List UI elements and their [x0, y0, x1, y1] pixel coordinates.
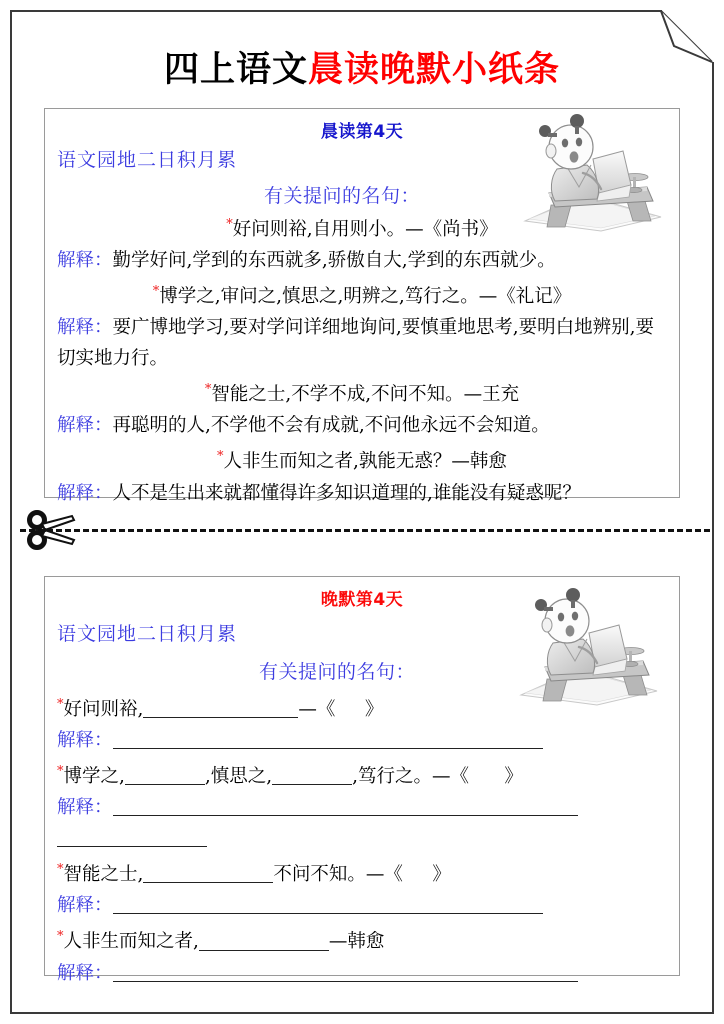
quote-tail: 》: [504, 766, 523, 788]
morning-topic-label: 有关提问的名句：: [263, 185, 420, 207]
page-title-prefix: 四上语文: [163, 49, 308, 90]
page-border-bottom: [10, 1012, 714, 1014]
explain-label: 解释：: [57, 250, 113, 272]
morning-quote: [45, 209, 679, 245]
explanation-blank[interactable]: [113, 729, 543, 749]
cut-divider: [12, 519, 712, 541]
morning-explanation: [45, 478, 679, 509]
bullet-star-icon: *: [226, 217, 233, 232]
quote-suffix: —《: [298, 699, 336, 721]
evening-dictation-panel: [44, 576, 680, 984]
page-border-top: [10, 10, 662, 12]
bullet-star-icon: *: [204, 382, 212, 398]
explain-label: 解释：: [57, 797, 113, 819]
explain-label: 解释：: [57, 730, 113, 752]
page-border-left: [10, 10, 12, 1014]
evening-entries: [45, 689, 679, 989]
morning-quote: [45, 276, 679, 312]
explain-text: 勤学好问,学到的东西就多,骄傲自大,学到的东西就少。: [112, 250, 556, 272]
quote-tail: 》: [432, 864, 451, 886]
evening-heading: 晚默第4天: [320, 590, 404, 610]
scissors-icon: [26, 509, 78, 551]
quote-prefix: 智能之士,: [63, 864, 144, 886]
evening-explanation-row: [45, 725, 679, 756]
answer-blank[interactable]: [125, 765, 205, 785]
quote-suffix: ,笃行之。—《: [352, 766, 470, 788]
page-title: [0, 42, 724, 92]
explain-text: 再聪明的人,不学他不会有成就,不问他永远不会知道。: [112, 415, 550, 437]
answer-blank[interactable]: [272, 765, 352, 785]
evening-explanation-continuation-row: [45, 823, 679, 854]
morning-reading-panel: [44, 108, 680, 504]
explain-label: 解释：: [57, 317, 113, 339]
bullet-star-icon: *: [57, 862, 64, 878]
morning-entries: [45, 209, 679, 509]
quote-suffix: —韩愈: [328, 931, 385, 953]
page-title-highlight: 晨读晚默小纸条: [308, 49, 561, 90]
explanation-blank-continued[interactable]: [57, 827, 207, 847]
evening-topic-label: 有关提问的名句：: [258, 661, 415, 683]
quote-prefix: 好问则裕,: [63, 699, 144, 721]
morning-quote-text: 好问则裕,自用则小。—《尚书》: [232, 219, 498, 241]
evening-explanation-row: [45, 792, 679, 823]
evening-quote-blank-row: [45, 854, 679, 890]
answer-blank[interactable]: [143, 698, 298, 718]
bullet-star-icon: *: [217, 449, 224, 465]
morning-quote-text: 智能之士,不学不成,不问不知。—王充: [211, 384, 520, 406]
quote-tail: 》: [364, 699, 384, 721]
bullet-star-icon: *: [152, 284, 160, 300]
morning-explanation: [45, 312, 679, 374]
evening-explanation-row: [45, 890, 679, 921]
morning-quote: [45, 441, 679, 477]
explain-label: 解释：: [57, 962, 113, 984]
morning-quote-text: 博学之,审问之,慎思之,明辨之,笃行之。—《礼记》: [159, 286, 572, 308]
evening-quote-blank-row: [45, 756, 679, 792]
explain-label: 解释：: [57, 482, 113, 504]
explain-label: 解释：: [57, 415, 113, 437]
bullet-star-icon: *: [57, 764, 64, 780]
morning-heading: 晨读第4天: [320, 122, 404, 142]
explain-text: 人不是生出来就都懂得许多知识道理的,谁能没有疑惑呢？: [112, 482, 581, 504]
answer-blank[interactable]: [143, 863, 273, 883]
morning-explanation: [45, 245, 679, 276]
explanation-blank[interactable]: [113, 796, 578, 816]
quote-mid: ,慎思之,: [204, 766, 273, 788]
explain-text: 要广博地学习,要对学问详细地询问,要慎重地思考,要明白地辨别,要切实地力行。: [57, 317, 655, 370]
explanation-blank[interactable]: [113, 962, 578, 982]
bullet-star-icon: *: [57, 697, 64, 712]
quote-prefix: 博学之,: [63, 766, 125, 788]
morning-quote: [45, 374, 679, 410]
evening-subject-label: 语文园地二日积月累: [57, 623, 238, 645]
quote-prefix: 人非生而知之者,: [63, 931, 199, 953]
evening-quote-blank-row: [45, 689, 679, 725]
bullet-star-icon: *: [57, 929, 64, 945]
morning-explanation: [45, 410, 679, 441]
evening-explanation-row: [45, 958, 679, 989]
quote-suffix: 不问不知。—《: [273, 864, 403, 886]
explanation-blank[interactable]: [113, 894, 543, 914]
morning-subject-label: 语文园地二日积月累: [57, 149, 238, 171]
morning-quote-text: 人非生而知之者,孰能无惑？—韩愈: [223, 451, 507, 473]
explain-label: 解释：: [57, 895, 113, 917]
evening-quote-blank-row: [45, 921, 679, 957]
page-border-right: [712, 62, 714, 1014]
dashed-cut-line: [20, 529, 710, 532]
answer-blank[interactable]: [199, 931, 329, 951]
